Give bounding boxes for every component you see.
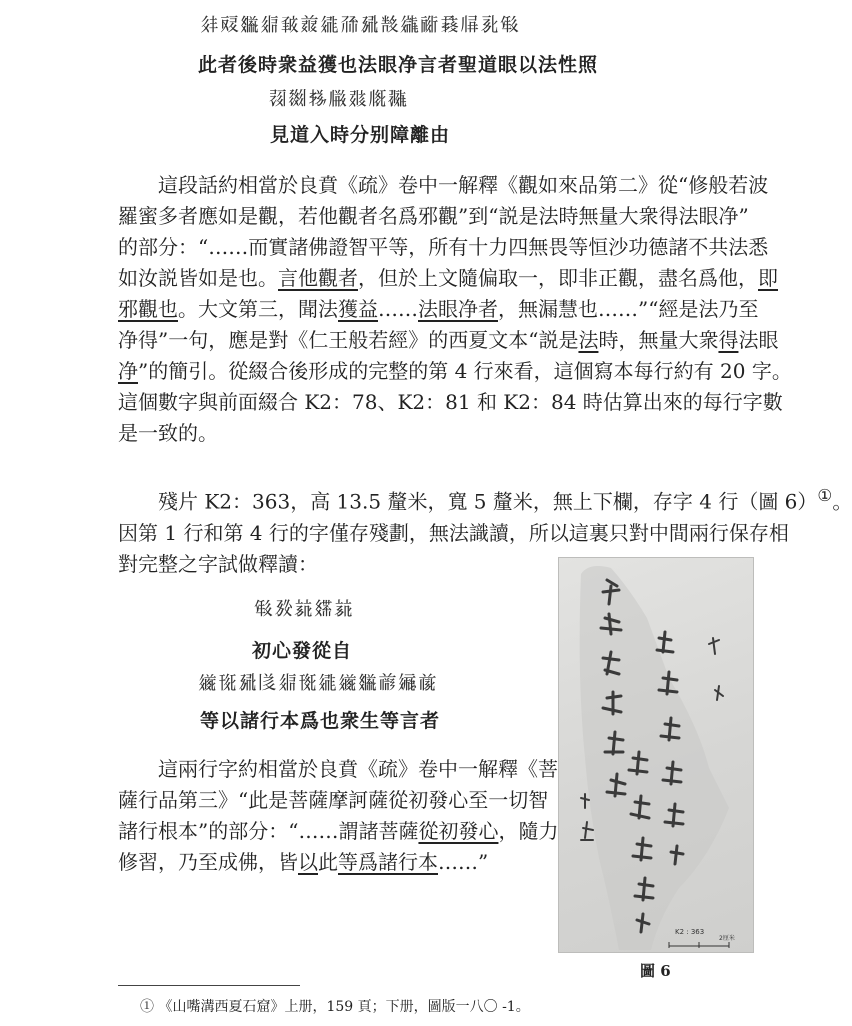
text-line [118, 418, 758, 449]
paper-fragment-shape [580, 566, 729, 950]
gloss-line-3: 初心發從自 [252, 640, 353, 662]
text-run: 這兩行字約相當於良賁《疏》卷中一解釋《菩 [158, 757, 558, 781]
text-line [118, 847, 548, 878]
text-run: 這段話約相當於良賁《疏》卷中一解釋《觀如來品第二》從“修般若波 [158, 173, 769, 197]
paragraph-3 [118, 754, 559, 878]
scale-bar [669, 942, 729, 948]
text-run: 法眼 [738, 328, 779, 352]
text-run: 。大文第三，聞法 [178, 297, 338, 321]
underlined-text: 從初發心 [418, 819, 499, 843]
fragment-number-label: K2 : 363 [675, 928, 705, 936]
underlined-text: 言他觀者 [278, 266, 358, 290]
text-run: 修習，乃至成佛，皆 [118, 850, 298, 874]
text-line [118, 263, 778, 294]
text-line [118, 356, 792, 387]
underlined-text: 即 [758, 266, 778, 290]
text-line [118, 754, 558, 785]
text-run: ……” [438, 850, 489, 874]
text-line [118, 518, 789, 549]
tangut-line-2: 𗖌𗉅𗈪𗆐𘅍𗅋𗖵 [268, 88, 409, 110]
text-run: ，無漏慧也……”“經是法乃至 [498, 297, 759, 321]
underlined-text: 法眼净者 [418, 297, 498, 321]
text-run: 的部分：“……而實諸佛證智平等，所有十力四無畏等恒沙功德諸不共法悉 [118, 235, 769, 259]
text-run: 薩行品第三》“此是菩薩摩訶薩從初發心至一切智 [118, 788, 549, 812]
underlined-text: 邪觀也 [118, 297, 178, 321]
scale-label: 2厘米 [719, 935, 735, 942]
text-run: ”的簡引。從綴合後形成的完整的第 4 行來看，這個寫本每行約有 20 字。 [138, 359, 792, 383]
text-line [118, 325, 779, 356]
text-line [118, 387, 783, 418]
text-line [118, 785, 548, 816]
text-line [118, 232, 769, 263]
paragraph-1 [118, 170, 792, 449]
tangut-line-3: 𘓐𗉔𗭪𗿒𗭪 [254, 598, 355, 620]
underlined-text: 得 [718, 328, 739, 352]
gloss-line-4: 等以諸行本爲也衆生等言者 [200, 710, 441, 732]
tangut-line-4: 𗫂𗍁𗉣𗁅𗤋𗍊𗧓𗫂𗿳𗑗𗩾𗑉 [198, 672, 439, 694]
tangut-line-1: 𗢳𗠝𗿳𗤋𘆄𗓱𗧓𗗙𗉣𘕕𗪘𗠁𗱢𗅁𗎘𘓐 [200, 14, 521, 36]
text-run: 此 [318, 850, 338, 874]
footnote-ref: ① [817, 486, 833, 505]
underlined-text: 等爲諸行本 [338, 850, 438, 874]
footnote: ① 《山嘴溝西夏石窟》上册，159 頁；下册，圖版一八〇 -1。 [140, 999, 530, 1015]
text-run: …… [378, 297, 418, 321]
text-run: ，但於上文隨偏取一，即非正觀，盡名爲他， [358, 266, 758, 290]
text-line [118, 816, 559, 847]
text-line [118, 201, 758, 232]
gloss-line-2: 見道入時分别障離由 [270, 124, 451, 146]
text-run: ，隨力 [498, 819, 559, 843]
text-run: 净得”一句，應是對《仁王般若經》的西夏文本“説是 [118, 328, 579, 352]
text-run: 如汝説皆如是也。 [118, 266, 278, 290]
underlined-text: 獲益 [338, 297, 378, 321]
text-run: 時，無量大衆 [598, 328, 719, 352]
text-run: 。 [832, 489, 852, 514]
text-run: 因第 1 行和第 4 行的字僅存殘劃，無法識讀，所以這裏只對中間兩行保存相 [118, 520, 789, 545]
text-line [118, 480, 852, 518]
footnote-rule [118, 985, 300, 986]
text-run: 這個數字與前面綴合 K2：78、K2：81 和 K2：84 時估算出來的每行字數 [118, 390, 783, 414]
text-run: 諸行根本”的部分：“……謂諸菩薩 [118, 819, 419, 843]
manuscript-fragment-drawing [559, 558, 753, 952]
underlined-text: 以 [298, 850, 318, 874]
text-run: 殘片 K2：363，高 13.5 釐米，寬 5 釐米，無上下欄，存字 4 行（圖 6） [158, 489, 818, 514]
manuscript-fragment-photo [558, 557, 754, 953]
text-line [118, 170, 769, 201]
text-run: 對完整之字試做釋讀： [118, 551, 318, 576]
text-line [118, 294, 758, 325]
figure-caption: 圖 6 [640, 962, 671, 980]
gloss-line-1: 此者後時衆益獲也法眼净言者聖道眼以法性照 [198, 54, 599, 76]
text-run: 是一致的。 [118, 421, 218, 445]
underlined-text: 法 [578, 328, 599, 352]
underlined-text: 净 [118, 359, 138, 383]
text-run: 羅蜜多者應如是觀，若他觀者名爲邪觀”到“説是法時無量大衆得法眼净” [118, 204, 749, 228]
